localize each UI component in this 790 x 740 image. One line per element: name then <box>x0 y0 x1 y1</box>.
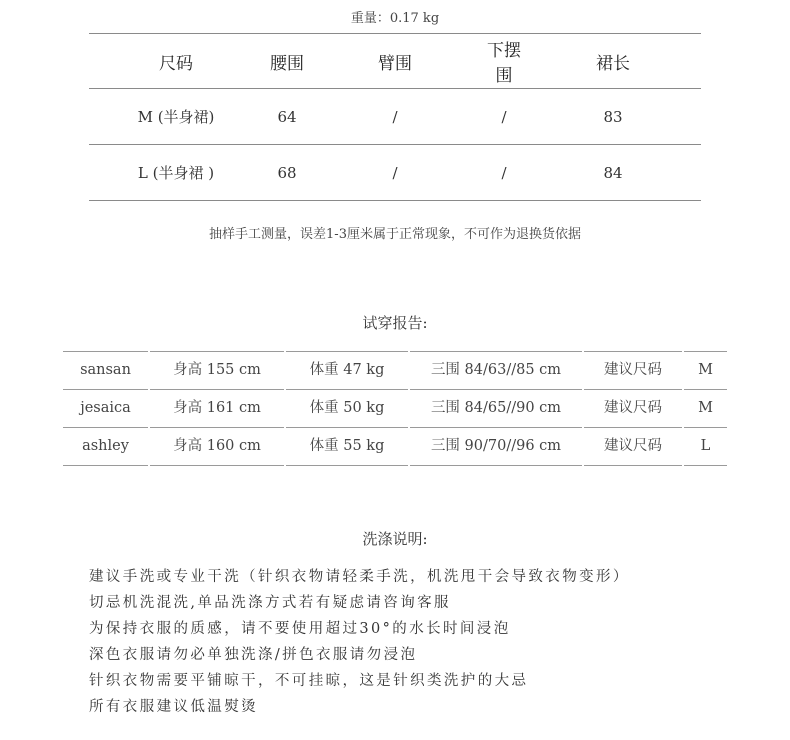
try-on-table <box>63 351 727 465</box>
cell-length: 83 <box>603 107 623 126</box>
cell-name: ashley <box>63 427 148 466</box>
table-row <box>63 389 727 427</box>
size-table <box>89 33 701 201</box>
wash-line: 深色衣服请勿必单独洗涤/拼色衣服请勿浸泡 <box>89 647 418 663</box>
size-table-header <box>89 33 701 88</box>
header-hem: 下摆围 <box>487 41 521 86</box>
cell-waist: 68 <box>277 163 297 182</box>
cell-suggest-label: 建议尺码 <box>584 351 682 389</box>
table-row <box>89 144 701 201</box>
cell-hem: / <box>501 107 507 126</box>
cell-measurements: 三围 84/65//90 cm <box>410 389 582 427</box>
cell-hem: / <box>501 163 507 182</box>
table-row <box>63 427 727 465</box>
header-waist: 腰围 <box>270 53 304 74</box>
header-length: 裙长 <box>596 53 630 74</box>
table-row <box>63 351 727 389</box>
wash-line: 切忌机洗混洗,单品洗涤方式若有疑虑请咨询客服 <box>89 595 451 611</box>
cell-measurements: 三围 84/63//85 cm <box>410 351 582 389</box>
cell-name: jesaica <box>63 389 148 427</box>
cell-weight: 体重 47 kg <box>286 351 408 389</box>
cell-arm: / <box>392 107 398 126</box>
wash-line: 为保持衣服的质感，请不要使用超过30°的水长时间浸泡 <box>89 621 511 637</box>
table-row <box>89 88 701 144</box>
cell-size: M (半身裙) <box>137 108 215 126</box>
cell-arm: / <box>392 163 398 182</box>
cell-suggest-label: 建议尺码 <box>584 427 682 466</box>
cell-name: sansan <box>63 351 148 389</box>
wash-line: 针织衣物需要平铺晾干，不可挂晾，这是针织类洗护的大忌 <box>89 673 529 689</box>
cell-suggest-size: L <box>684 427 727 466</box>
header-size: 尺码 <box>159 53 193 74</box>
cell-height: 身高 155 cm <box>150 351 284 389</box>
wash-title: 洗涤说明: <box>362 530 428 548</box>
cell-length: 84 <box>603 163 623 182</box>
cell-suggest-size: M <box>684 351 727 389</box>
wash-instructions <box>89 567 630 723</box>
cell-suggest-label: 建议尺码 <box>584 389 682 427</box>
header-arm: 臂围 <box>378 53 412 74</box>
cell-weight: 体重 50 kg <box>286 389 408 427</box>
wash-line: 所有衣服建议低温熨烫 <box>89 699 258 715</box>
try-on-title: 试穿报告: <box>362 314 428 332</box>
cell-height: 身高 160 cm <box>150 427 284 466</box>
measurement-note: 抽样手工测量，误差1-3厘米属于正常现象，不可作为退换货依据 <box>209 227 581 242</box>
cell-weight: 体重 55 kg <box>286 427 408 466</box>
cell-measurements: 三围 90/70//96 cm <box>410 427 582 466</box>
cell-height: 身高 161 cm <box>150 389 284 427</box>
cell-size: L (半身裙 ) <box>137 164 215 182</box>
cell-waist: 64 <box>277 107 297 126</box>
cell-suggest-size: M <box>684 389 727 427</box>
weight-label: 重量：0.17 kg <box>350 11 440 26</box>
wash-line: 建议手洗或专业干洗（针织衣物请轻柔手洗，机洗甩干会导致衣物变形） <box>89 569 630 585</box>
